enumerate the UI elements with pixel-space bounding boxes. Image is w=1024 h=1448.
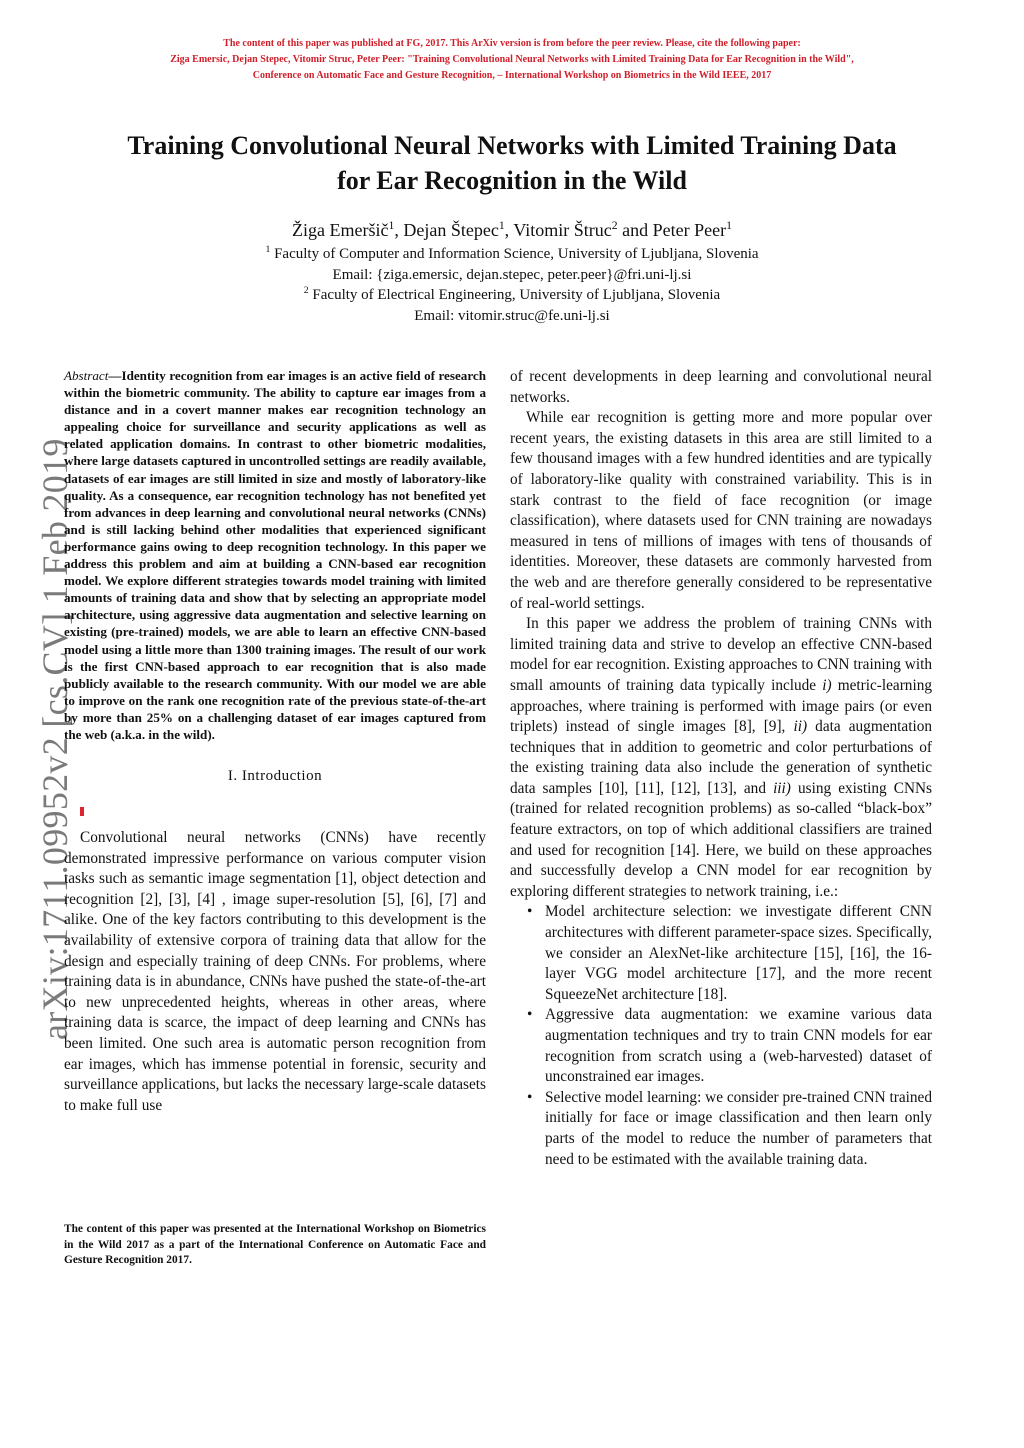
citation-notice-line: The content of this paper was published at FG, 2017. This ArXiv version is from before the peer review. Please, cite the following paper: (223, 38, 801, 49)
list-item: • Selective model learning: we consider pre-trained CNN trained initially for face or image classification and then learn only parts of the model to reduce the number of parameters that need to be estimated with the available training data. (545, 1088, 932, 1170)
abstract (64, 367, 486, 743)
affiliation-marker: 1 (265, 244, 271, 255)
citation-notice (0, 36, 1024, 84)
abstract-dash: — (108, 368, 122, 383)
affiliation-line (0, 285, 1024, 306)
affiliation-email: Email: vitomir.struc@fe.uni-lj.si (414, 307, 610, 324)
affiliations (0, 244, 1024, 326)
affiliation-marker: 1 (388, 219, 395, 232)
strategy-list (510, 902, 932, 1170)
affiliation-line (0, 244, 1024, 265)
annotation-marker (80, 807, 84, 816)
paragraph-continued: of recent developments in deep learning and convolutional neural networks. (510, 368, 932, 406)
abstract-label: Abstract (64, 368, 109, 383)
paragraph-text: metric-learning approaches, where training is performed with image pairs (or even triplets) instead of single images [8], [9], (510, 676, 933, 736)
paper-title-line: Training Convolutional Neural Networks with Limited Training Data (127, 131, 897, 160)
paragraph-text: data augmentation techniques that in addition to geometric and color perturbations of the existing training data also include the generation of synthetic data samples [10], [11], [12], [13], and (510, 718, 932, 797)
arxiv-identifier: arXiv:1711.09952v2 [cs.CV] 1 Feb 2019 (35, 438, 75, 1040)
paragraph-text: In this paper we address the problem of training CNNs with limited training data and strive to develop an effective CNN-based model for ear recognition. Existing approaches to CNN training with small amounts of training data typically include (510, 615, 932, 694)
abstract-text: Identity recognition from ear images is an active field of research within the biometric community. The ability to capture ear images from a distance and in a covert manner makes ear recognition technology an appealing choice for surveillance and security applications as well as related application domains. In contrast to other biometric modalities, where large datasets captured in uncontrolled settings are readily available, datasets of ear images are still limited in size and mostly of laboratory-like quality. As a consequence, ear recognition technology has not benefited yet from advances in deep learning and convolutional neural networks (CNNs) and is still lacking behind other modalities that experienced significant performance gains owing to deep recognition technology. In this paper we address this problem and aim at building a CNN-based ear recognition model. We explore different strategies towards model training with limited amounts of training data and show that by selecting an appropriate model architecture, using aggressive data augmentation and selective learning on existing (pre-trained) models, we are able to learn an effective CNN-based model using a little more than 1300 training images. The result of our work is the first CNN-based approach to ear recognition that is also made publicly available to the research community. With our model we are able to improve on the rank one recognition rate of the previous state-of-the-art by more than 25% on a challenging dataset of ear images captured from the web (a.k.a. in the wild). (64, 368, 486, 742)
list-item: • Aggressive data augmentation: we examine various data augmentation techniques and try to train CNN models for ear recognition from scratch using a (web-harvested) dataset of unconstrained ear images. (545, 1005, 932, 1087)
author-conjunction: and (622, 220, 649, 240)
footnote: The content of this paper was presented at the International Workshop on Biometrics in the Wild 2017 as a part of the International Conference on Automatic Face and Gesture Recognition 2017. (64, 1223, 486, 1266)
paper-title-line: for Ear Recognition in the Wild (337, 166, 687, 195)
enumeration-label: iii) (773, 779, 791, 797)
affiliation-marker: 2 (303, 285, 309, 296)
affiliation-marker: 2 (611, 219, 618, 232)
section-heading: I. Introduction (227, 768, 323, 785)
right-column (510, 367, 932, 1170)
paper-title (60, 128, 964, 198)
affiliation-marker: 1 (498, 219, 505, 232)
author-list: Žiga Emeršič$^1$, Dejan Štepec$^1$, Vitomir Štruc$^2$ and Peter Peer$^1$ (292, 219, 732, 240)
paragraph-text: using existing CNNs (trained for related recognition problems) as so-called “black-box” feature extractors, on top of which additional classifiers are trained and used for recognition [14]. Here, we build on these approaches and successfully develop a CNN model for ear recognition by exploring different strategies to network training, i.e.: (510, 779, 932, 900)
list-item: • Model architecture selection: we investigate different CNN architectures with different parameter-space sizes. Specifically, we consider an AlexNet-like architecture [15], [16], the 16-layer VGG model architecture [17], and the more recent SqueezeNet architecture [18]. (545, 902, 932, 1005)
paragraph: While ear recognition is getting more and more popular over recent years, the existing datasets in this area are still limited to a few thousand images with a few hundred identities and are typically of laboratory-like quality with constrained variability. This is in stark contrast to the field of face recognition (or image classification), where datasets used for CNN training are nowadays measured in tens of millions of images with tens of thousands of identities. Moreover, these datasets are commonly harvested from the web and are therefore generally considered to be representative of real-world settings. (510, 409, 932, 612)
affiliation-marker: 1 (726, 219, 732, 232)
citation-notice-line: Conference on Automatic Face and Gesture Recognition, – International Workshop on Biometrics in the Wild IEEE, 2017 (252, 70, 772, 81)
affiliation-text: Faculty of Electrical Engineering, University of Ljubljana, Slovenia (312, 287, 721, 303)
enumeration-label: i) (822, 676, 832, 694)
left-column (64, 367, 486, 1116)
author-name: Žiga Emeršič (292, 220, 389, 240)
paragraph: Convolutional neural networks (CNNs) have recently demonstrated impressive performance on various computer vision tasks such as semantic image segmentation [1], object detection and recognition [2], [3], [4] , image super-resolution [5], [6], [7] and alike. One of the key factors contributing to this development is the availability of extensive corpora of training data that allow for the design and especially training of deep CNNs. For problems, where training data is in abundance, CNNs have pushed the state-of-the-art to new unprecedented heights, whereas in other areas, where training data is scarce, the impact of deep learning and CNNs has been limited. One such area is automatic person recognition from ear images, which has immense potential in forensic, security and surveillance applications, but lacks the necessary large-scale datasets to make full use (64, 829, 486, 1114)
citation-notice-line: Ziga Emersic, Dejan Stepec, Vitomir Struc, Peter Peer: "Training Convolutional Neural Networks with Limited Training Data for Ear Recognition in the Wild", (170, 54, 854, 65)
enumeration-label: ii) (793, 718, 808, 736)
affiliation-text: Faculty of Computer and Information Science, University of Ljubljana, Slovenia (274, 246, 759, 262)
author-name: Peter Peer (652, 220, 727, 240)
paragraph (510, 614, 932, 902)
author-name: Vitomir Štruc (513, 220, 612, 240)
affiliation-email: Email: {ziga.emersic, dejan.stepec, peter.peer}@fri.uni-lj.si (332, 266, 692, 283)
author-name: Dejan Štepec (403, 220, 499, 240)
